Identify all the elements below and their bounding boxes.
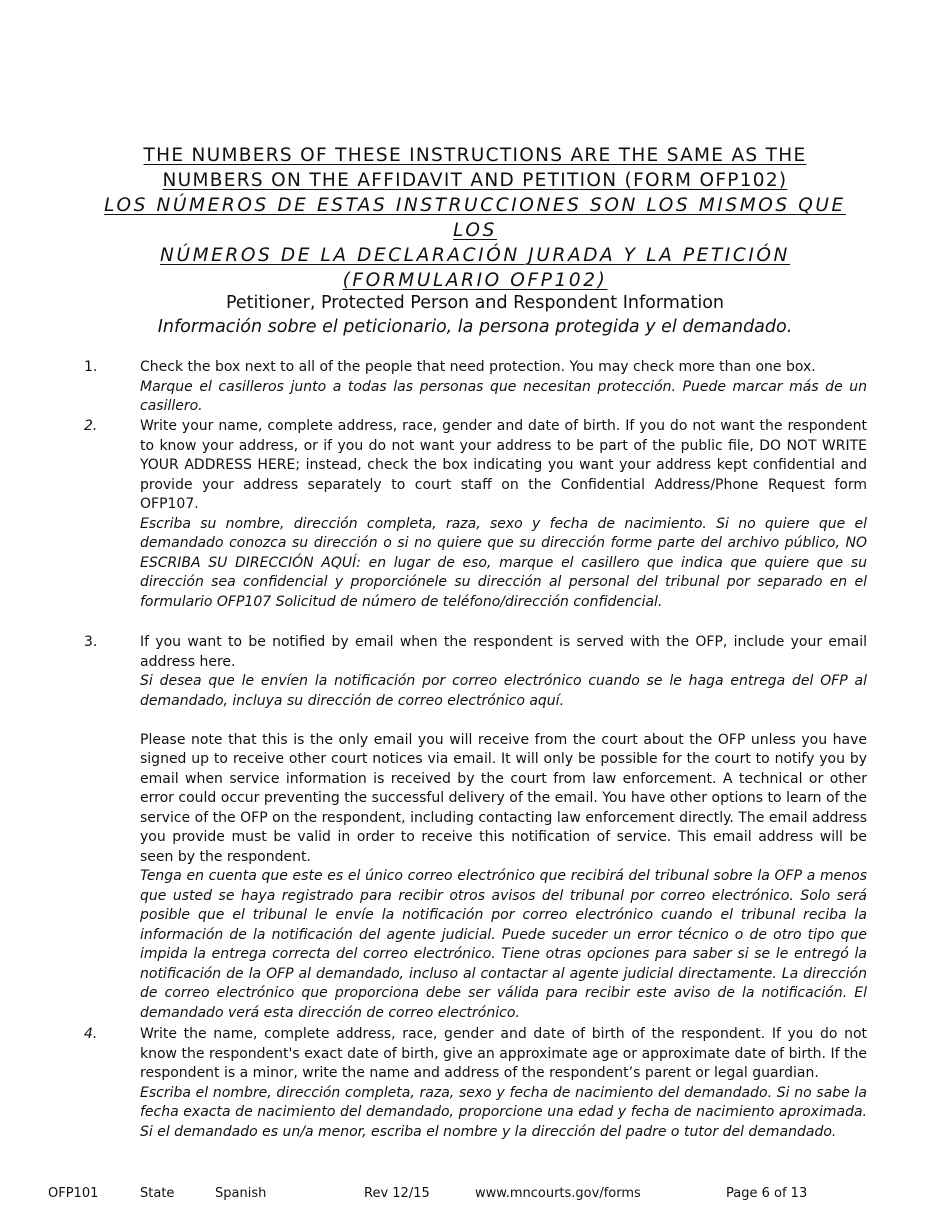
item-number: 4. (84, 1026, 98, 1042)
item-text-es-note: Tenga en cuenta que este es el único correo electrónico que recibirá del tribunal sobre la OFP a menos que usted se haya registrado para recibir otros avisos del tribunal por correo electrónico. Solo será posible que el tribunal le envíe la notificación por correo electrónico cuando el tribunal reciba la información de la notificación del agente judicial. Puede suceder un error técnico o de otro tipo que impida la entrega correcta del correo electrónico. Tiene otras opciones para saber si se le entregó la notificación de la OFP al demandado, incluso al contactar al agente judicial directamente. La dirección de correo electrónico que proporciona debe ser válida para recibir este aviso de la notificación. El demandado verá esta dirección de correo electrónico. (140, 868, 867, 1021)
section-heading-en: Petitioner, Protected Person and Respondent Information (225, 293, 725, 313)
title-es-line-2: NÚMEROS DE LA DECLARACIÓN JURADA Y LA PETICIÓN (160, 245, 790, 266)
section-heading (95, 291, 855, 339)
item-number: 1. (84, 359, 98, 375)
footer-language: Spanish (215, 1186, 267, 1201)
footer-form-id: OFP101 (48, 1186, 99, 1201)
item-body (140, 417, 867, 612)
footer-jurisdiction: State (140, 1186, 175, 1201)
title-en-line-1: THE NUMBERS OF THESE INSTRUCTIONS ARE THE SAME AS THE (143, 145, 807, 166)
item-text-es: Escriba su nombre, dirección completa, raza, sexo y fecha de nacimiento. Si no quiere que el demandado conozca su dirección o si no quiere que su dirección forme parte del archivo público, NO ESCRIBA SU DIRECCIÓN AQUÍ: en lugar de eso, marque el casillero que indica que quiere que su dirección sea confidencial y proporciónele su dirección al personal del tribunal por separado en el formulario OFP107 Solicitud de número de teléfono/dirección confidencial. (140, 515, 867, 610)
item-text-en: Check the box next to all of the people that need protection. You may check more than one box. (140, 359, 816, 375)
item-text-es: Marque el casilleros junto a todas las personas que necesitan protección. Puede marcar más de un casillero. (140, 378, 867, 414)
item-text-es: Si desea que le envíen la notificación por correo electrónico cuando se le haga entrega del OFP al demandado, incluya su dirección de correo electrónico aquí. (140, 673, 867, 709)
section-heading-es: Información sobre el peticionario, la persona protegida y el demandado. (157, 317, 793, 337)
item-number: 2. (84, 418, 98, 434)
item-text-en-note: Please note that this is the only email you will receive from the court about the OFP unless you have signed up to receive other court notices via email. It will only be possible for the court to notify you by email when service information is received by the court from law enforcement. A technical or other error could occur preventing the successful delivery of the email. You have other options to learn of the service of the OFP on the respondent, including contacting law enforcement directly. The email address you provide must be valid in order to receive this notification of service. This email address will be seen by the respondent. (140, 731, 867, 865)
item-number: 3. (84, 634, 98, 650)
title-en-line-2: NUMBERS ON THE AFFIDAVIT AND PETITION (FORM OFP102) (162, 170, 788, 191)
item-text-en: Write the name, complete address, race, gender and date of birth of the respondent. If you do not know the respondent's exact date of birth, give an approximate age or approximate date of birth. If the respondent is a minor, write the name and address of the respondent’s parent or legal guardian. (140, 1026, 867, 1081)
instructions-title (95, 143, 855, 293)
footer-website: www.mncourts.gov/forms (475, 1186, 641, 1201)
footer-page-number: Page 6 of 13 (726, 1186, 808, 1201)
item-text-en: If you want to be notified by email when the respondent is served with the OFP, include your email address here. (140, 634, 867, 670)
item-text-es: Escriba el nombre, dirección completa, raza, sexo y fecha de nacimiento del demandado. Si no sabe la fecha exacta de nacimiento del demandado, proporcione una edad y fecha de nacimiento aproximada. Si el demandado es un/a menor, escriba el nombre y la dirección del padre o tutor del demandado. (140, 1084, 867, 1140)
item-body (140, 633, 867, 1023)
title-es-line-3: (FORMULARIO OFP102) (342, 270, 608, 291)
item-text-en: Write your name, complete address, race, gender and date of birth. If you do not want the respondent to know your address, or if you do not want your address to be part of the public file, DO NOT WRITE YOUR ADDRESS HERE; instead, check the box indicating you want your address kept confidential and provide your address separately to court staff on the Confidential Address/Phone Request form OFP107. (140, 418, 867, 512)
title-es-line-1: LOS NÚMEROS DE ESTAS INSTRUCCIONES SON LOS MISMOS QUE LOS (104, 195, 846, 241)
footer-revision: Rev 12/15 (364, 1186, 430, 1201)
item-body (140, 358, 867, 417)
item-body (140, 1025, 867, 1142)
